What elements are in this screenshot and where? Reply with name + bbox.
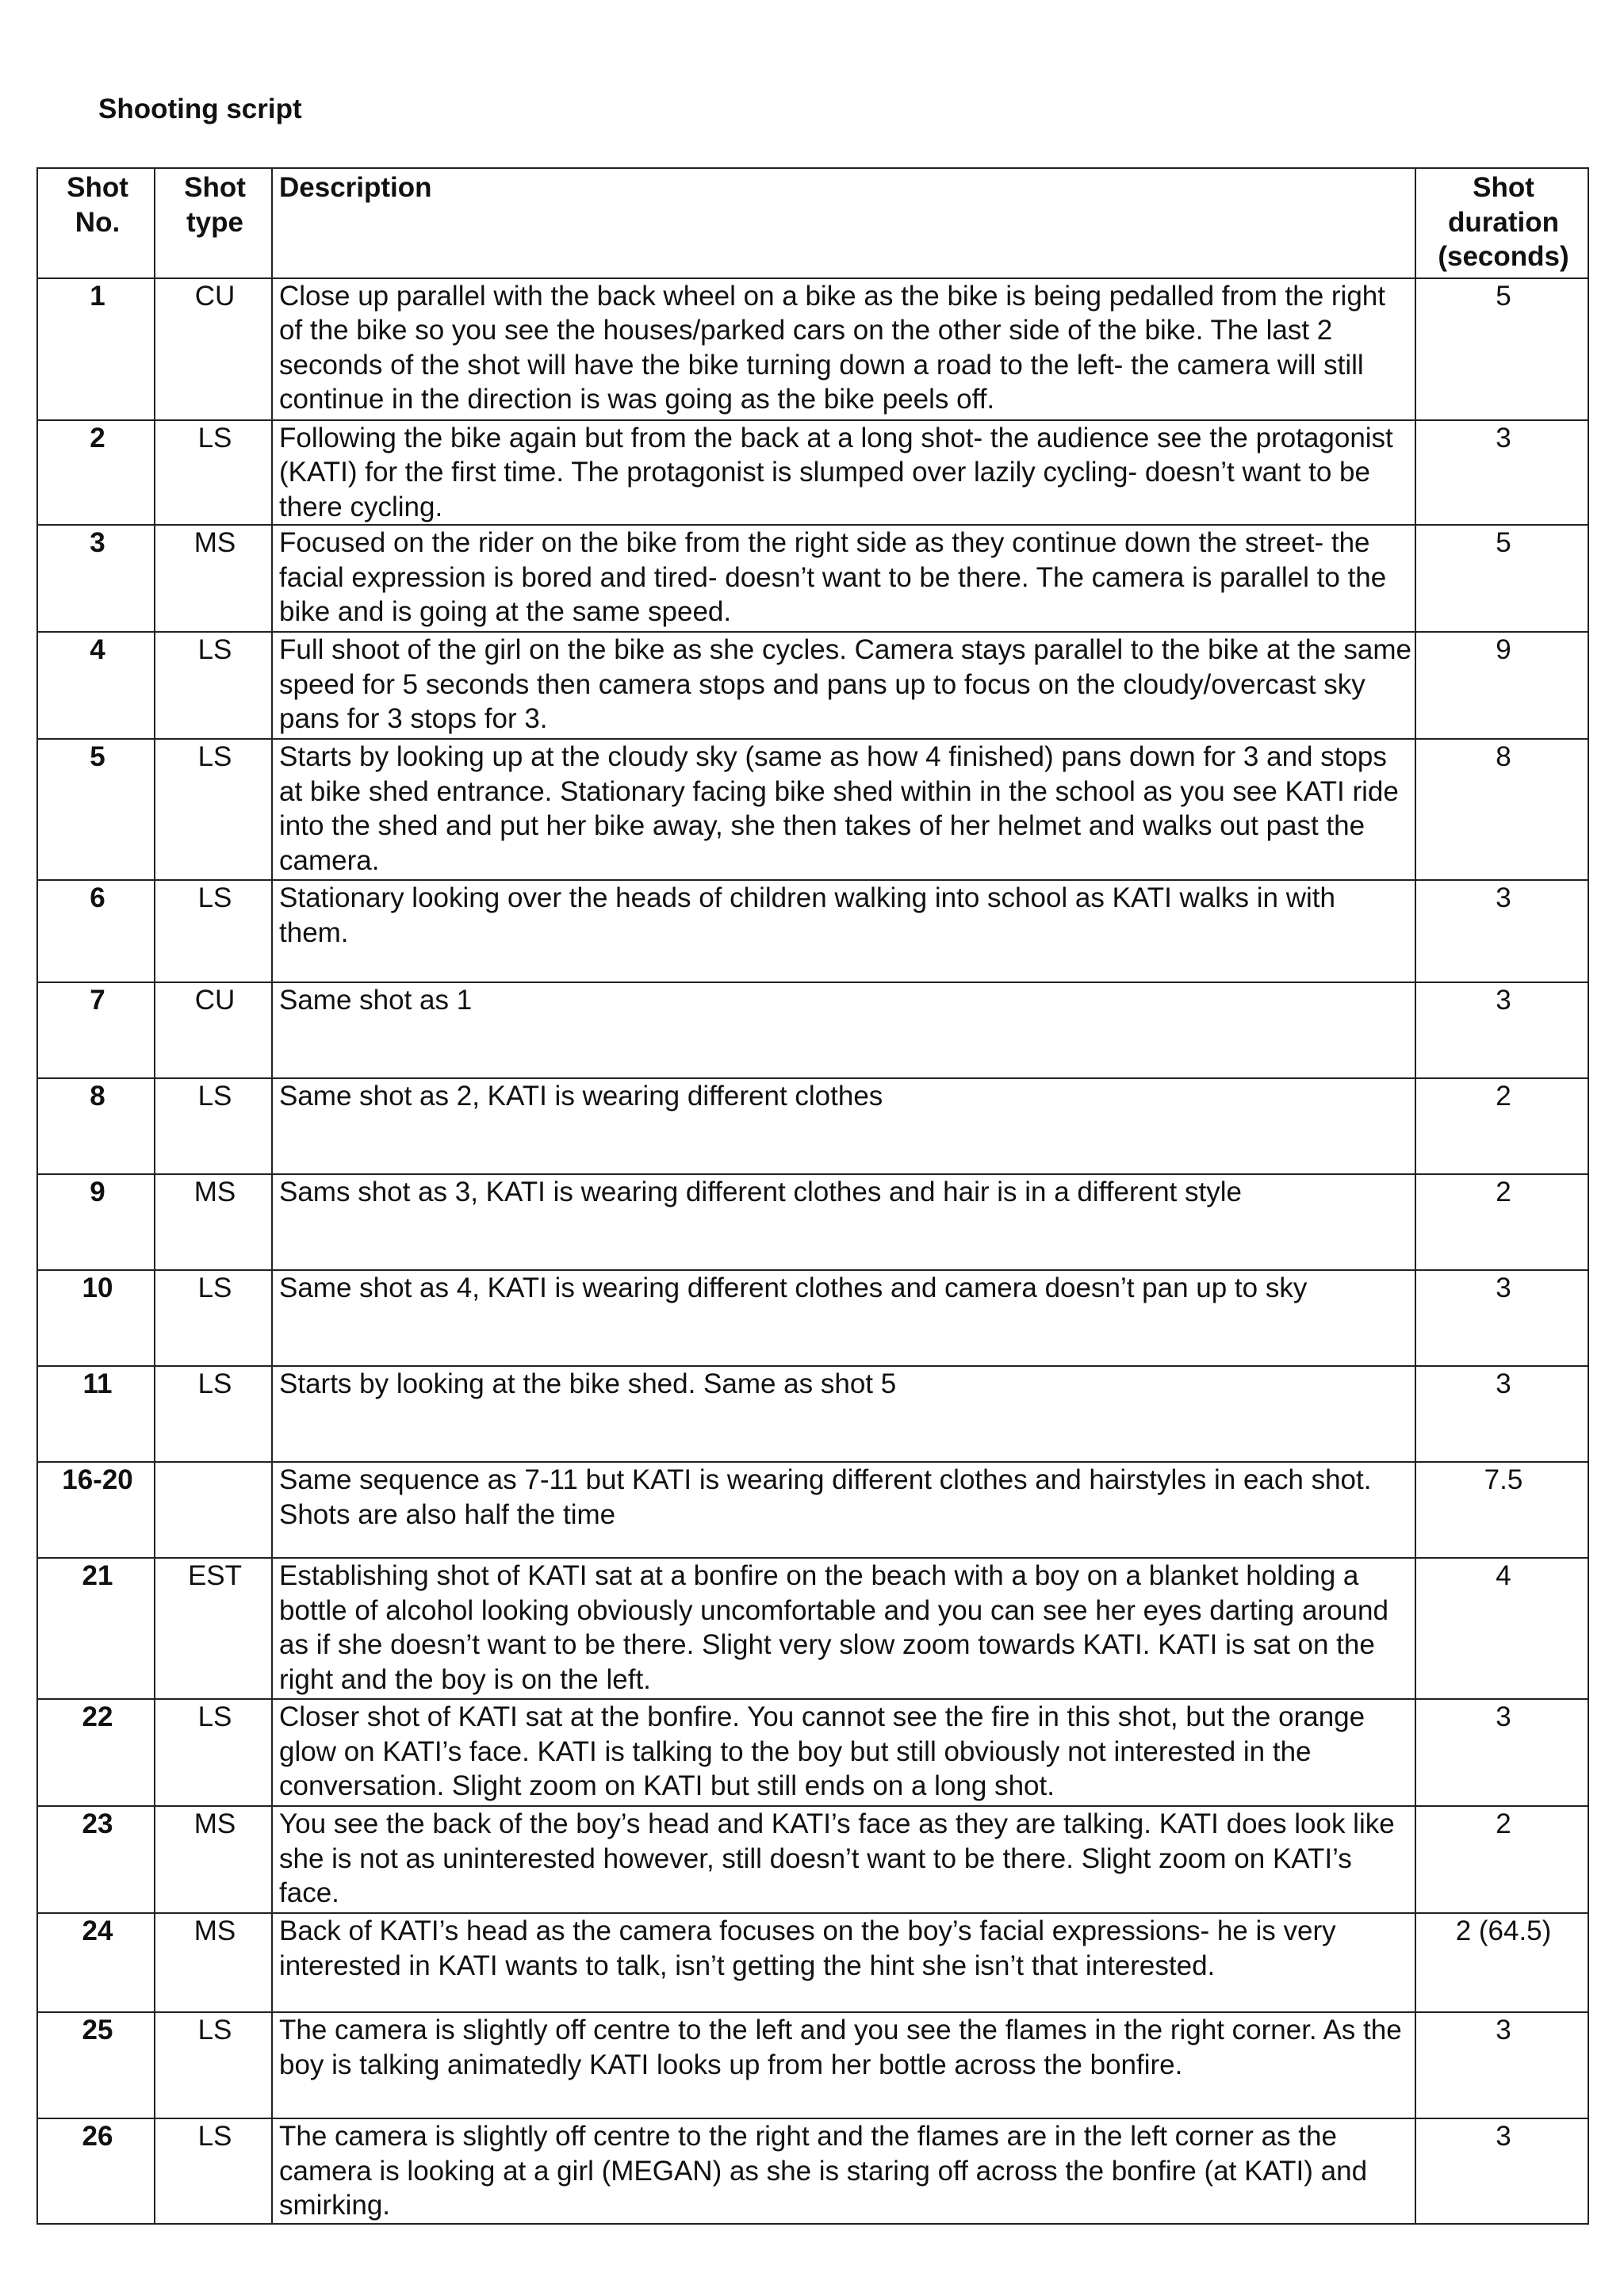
page-title: Shooting script — [98, 94, 302, 124]
duration-cell: 3 — [1415, 1699, 1588, 1806]
description-cell: Sams shot as 3, KATI is wearing different clothes and hair is in a different style — [272, 1174, 1415, 1270]
table-row — [37, 1462, 1588, 1558]
duration-cell: 5 — [1415, 525, 1588, 632]
table-body — [37, 278, 1588, 2225]
duration-cell: 3 — [1415, 2118, 1588, 2224]
shot-type-cell: LS — [155, 632, 272, 739]
description-cell: Same shot as 2, KATI is wearing different clothes — [272, 1078, 1415, 1174]
table-row — [37, 278, 1588, 420]
description-cell: Establishing shot of KATI sat at a bonfire on the beach with a boy on a blanket holding a bottle of alcohol looking obviously uncomfortable and you can see her eyes darting around as if she doesn’t want to be there. Slight very slow zoom towards KATI. KATI is sat on the right and the boy is on the left. — [272, 1558, 1415, 1699]
table-row — [37, 2012, 1588, 2118]
duration-cell: 3 — [1415, 2012, 1588, 2118]
shot-type-cell: LS — [155, 1078, 272, 1174]
shot-type-cell: MS — [155, 1174, 272, 1270]
description-cell: Same shot as 1 — [272, 982, 1415, 1078]
shot-no-cell: 25 — [37, 2012, 155, 2118]
shot-type-cell — [155, 1462, 272, 1558]
shot-type-cell: LS — [155, 420, 272, 526]
duration-cell: 2 — [1415, 1078, 1588, 1174]
shot-no-cell: 16-20 — [37, 1462, 155, 1558]
shot-type-cell: CU — [155, 982, 272, 1078]
table-row — [37, 1806, 1588, 1913]
description-cell: Starts by looking at the bike shed. Same as shot 5 — [272, 1366, 1415, 1462]
description-cell: Full shoot of the girl on the bike as she cycles. Camera stays parallel to the bike at the same speed for 5 seconds then camera stops and pans up to focus on the cloudy/overcast sky pans for 3 stops for 3. — [272, 632, 1415, 739]
description-cell: Stationary looking over the heads of children walking into school as KATI walks in with them. — [272, 880, 1415, 982]
duration-cell: 4 — [1415, 1558, 1588, 1699]
description-cell: Closer shot of KATI sat at the bonfire. You cannot see the fire in this shot, but the orange glow on KATI’s face. KATI is talking to the boy but still obviously not interested in the conversation. Slight zoom on KATI but still ends on a long shot. — [272, 1699, 1415, 1806]
table-row — [37, 1913, 1588, 2012]
shot-no-cell: 24 — [37, 1913, 155, 2012]
shot-type-cell: LS — [155, 739, 272, 880]
duration-cell: 3 — [1415, 1366, 1588, 1462]
shot-type-cell: CU — [155, 278, 272, 420]
table-row — [37, 1078, 1588, 1174]
shot-no-cell: 5 — [37, 739, 155, 880]
shot-no-cell: 8 — [37, 1078, 155, 1174]
description-cell: You see the back of the boy’s head and KATI’s face as they are talking. KATI does look like she is not as uninterested however, still doesn’t want to be there. Slight zoom on KATI’s face. — [272, 1806, 1415, 1913]
description-cell: Starts by looking up at the cloudy sky (same as how 4 finished) pans down for 3 and stops at bike shed entrance. Stationary facing bike shed within in the school as you see KATI ride into the shed and put her bike away, she then takes of her helmet and walks out past the camera. — [272, 739, 1415, 880]
shot-type-cell: LS — [155, 2012, 272, 2118]
duration-cell: 7.5 — [1415, 1462, 1588, 1558]
table-row — [37, 2118, 1588, 2224]
table-row — [37, 1174, 1588, 1270]
shot-type-cell: MS — [155, 1913, 272, 2012]
shot-no-cell: 6 — [37, 880, 155, 982]
shot-type-cell: LS — [155, 1270, 272, 1366]
table-row — [37, 739, 1588, 880]
duration-cell: 9 — [1415, 632, 1588, 739]
table-row — [37, 420, 1588, 526]
description-cell: Back of KATI’s head as the camera focuses on the boy’s facial expressions- he is very interested in KATI wants to talk, isn’t getting the hint she isn’t that interested. — [272, 1913, 1415, 2012]
shot-type-cell: LS — [155, 880, 272, 982]
description-cell: Same shot as 4, KATI is wearing different clothes and camera doesn’t pan up to sky — [272, 1270, 1415, 1366]
shot-no-cell: 11 — [37, 1366, 155, 1462]
shot-type-cell: LS — [155, 2118, 272, 2224]
table-row — [37, 982, 1588, 1078]
shot-no-cell: 3 — [37, 525, 155, 632]
table-row — [37, 632, 1588, 739]
shot-type-cell: MS — [155, 525, 272, 632]
header-shot-no: Shot No. — [37, 168, 155, 278]
table-row — [37, 1558, 1588, 1699]
shot-no-cell: 4 — [37, 632, 155, 739]
table-row — [37, 1699, 1588, 1806]
shot-no-cell: 21 — [37, 1558, 155, 1699]
description-cell: Focused on the rider on the bike from the right side as they continue down the street- the facial expression is bored and tired- doesn’t want to be there. The camera is parallel to the bike and is going at the same speed. — [272, 525, 1415, 632]
table-row — [37, 880, 1588, 982]
table-row — [37, 1270, 1588, 1366]
header-description: Description — [272, 168, 1415, 278]
duration-cell: 8 — [1415, 739, 1588, 880]
description-cell: Following the bike again but from the back at a long shot- the audience see the protagonist (KATI) for the first time. The protagonist is slumped over lazily cycling- doesn’t want to be there cycling. — [272, 420, 1415, 526]
shot-no-cell: 23 — [37, 1806, 155, 1913]
duration-cell: 2 — [1415, 1806, 1588, 1913]
duration-cell: 3 — [1415, 880, 1588, 982]
duration-cell: 5 — [1415, 278, 1588, 420]
duration-cell: 2 (64.5) — [1415, 1913, 1588, 2012]
shot-no-cell: 22 — [37, 1699, 155, 1806]
description-cell: Close up parallel with the back wheel on a bike as the bike is being pedalled from the right of the bike so you see the houses/parked cars on the other side of the bike. The last 2 seconds of the shot will have the bike turning down a road to the left- the camera will still continue in the direction is was going as the bike peels off. — [272, 278, 1415, 420]
header-row — [37, 168, 1588, 278]
duration-cell: 3 — [1415, 420, 1588, 526]
shot-type-cell: EST — [155, 1558, 272, 1699]
table-row — [37, 1366, 1588, 1462]
shot-type-cell: MS — [155, 1806, 272, 1913]
header-shot-type: Shot type — [155, 168, 272, 278]
description-cell: The camera is slightly off centre to the left and you see the flames in the right corner. As the boy is talking animatedly KATI looks up from her bottle across the bonfire. — [272, 2012, 1415, 2118]
table-row — [37, 525, 1588, 632]
shot-no-cell: 9 — [37, 1174, 155, 1270]
description-cell: The camera is slightly off centre to the right and the flames are in the left corner as the camera is looking at a girl (MEGAN) as she is staring off across the bonfire (at KATI) and smirking. — [272, 2118, 1415, 2224]
description-cell: Same sequence as 7-11 but KATI is wearing different clothes and hairstyles in each shot. Shots are also half the time — [272, 1462, 1415, 1558]
shooting-script-table — [36, 167, 1589, 2225]
duration-cell: 3 — [1415, 1270, 1588, 1366]
shot-no-cell: 10 — [37, 1270, 155, 1366]
duration-cell: 3 — [1415, 982, 1588, 1078]
header-shot-duration: Shot duration (seconds) — [1415, 168, 1588, 278]
shot-no-cell: 7 — [37, 982, 155, 1078]
shot-type-cell: LS — [155, 1699, 272, 1806]
shot-no-cell: 1 — [37, 278, 155, 420]
shot-type-cell: LS — [155, 1366, 272, 1462]
shot-no-cell: 26 — [37, 2118, 155, 2224]
shot-no-cell: 2 — [37, 420, 155, 526]
duration-cell: 2 — [1415, 1174, 1588, 1270]
